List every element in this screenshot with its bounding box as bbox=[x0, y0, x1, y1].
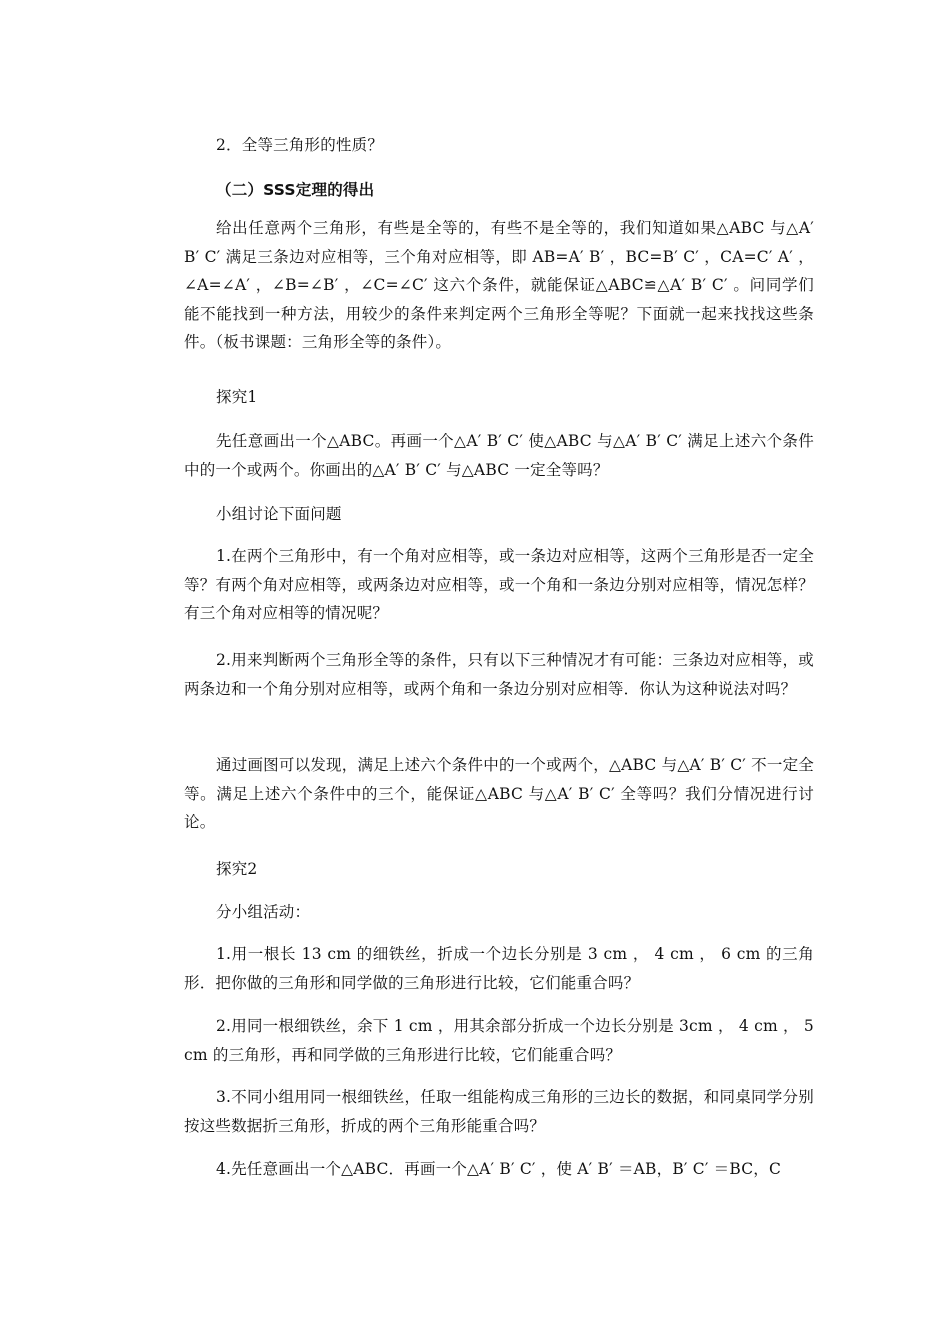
explore-1-title: 探究1 bbox=[216, 388, 258, 406]
question-2: 2.用来判断两个三角形全等的条件，只有以下三种情况才有可能：三条边对应相等，或两条边和一个角分别对应相等，或两个角和一条边分别对应相等．你认为这种说法对吗？ bbox=[184, 651, 814, 698]
explore-2-title: 探究2 bbox=[216, 860, 258, 878]
activity-1: 1.用一根长 13 cm 的细铁丝，折成一个边长分别是 3 cm ， 4 cm ， 6 cm 的三角形．把你做的三角形和同学做的三角形进行比较，它们能重合吗？ bbox=[184, 945, 814, 992]
activity-2: 2.用同一根细铁丝，余下 1 cm ，用其余部分折成一个边长分别是 3cm ， 4 cm ， 5 cm 的三角形，再和同学做的三角形进行比较，它们能重合吗？ bbox=[184, 1017, 814, 1064]
group-activity-label: 分小组活动： bbox=[216, 903, 311, 921]
summary-paragraph: 通过画图可以发现，满足上述六个条件中的一个或两个，△ABC 与△A′ B′ C′ 不一定全等。满足上述六个条件中的三个，能保证△ABC 与△A′ B′ C′ 全等吗？我们分情况进行讨论。 bbox=[184, 756, 814, 831]
explore-1-paragraph: 先任意画出一个△ABC。再画一个△A′ B′ C′ 使△ABC 与△A′ B′ C′ 满足上述六个条件中的一个或两个。你画出的△A′ B′ C′ 与△ABC 一定全等吗？ bbox=[184, 432, 814, 479]
item-2-properties: 2．全等三角形的性质？ bbox=[216, 136, 384, 154]
activity-3: 3.不同小组用同一根细铁丝，任取一组能构成三角形的三边长的数据，和同桌同学分别按这些数据折三角形，折成的两个三角形能重合吗？ bbox=[184, 1088, 814, 1135]
section-heading: （二）SSS定理的得出 bbox=[216, 181, 375, 199]
activity-4: 4.先任意画出一个△ABC．再画一个△A′ B′ C′ ，使 A′ B′ ＝AB，B′ C′ ＝BC，C bbox=[216, 1160, 782, 1178]
intro-paragraph: 给出任意两个三角形，有些是全等的，有些不是全等的，我们知道如果△ABC 与△A′ B′ C′ 满足三条边对应相等，三个角对应相等，即 AB=A′ B′ ，BC=B′ C′ ，CA=C′ A′ ，∠A=∠A′ ，∠B=∠B′ ，∠C=∠C′ 这六个条件，就能保证△ABC≌△A′ B′ C′ 。问同学们能不能找到一种方法，用较少的条件来判定两个三角形全等呢？下面就一起来找找这些条件。（板书课题：三角形全等的条件）。 bbox=[184, 219, 814, 351]
question-1: 1.在两个三角形中，有一个角对应相等，或一条边对应相等，这两个三角形是否一定全等？有两个角对应相等，或两条边对应相等，或一个角和一条边分别对应相等，情况怎样？有三个角对应相等的情况呢？ bbox=[184, 547, 814, 622]
group-discussion-label: 小组讨论下面问题 bbox=[216, 505, 342, 523]
